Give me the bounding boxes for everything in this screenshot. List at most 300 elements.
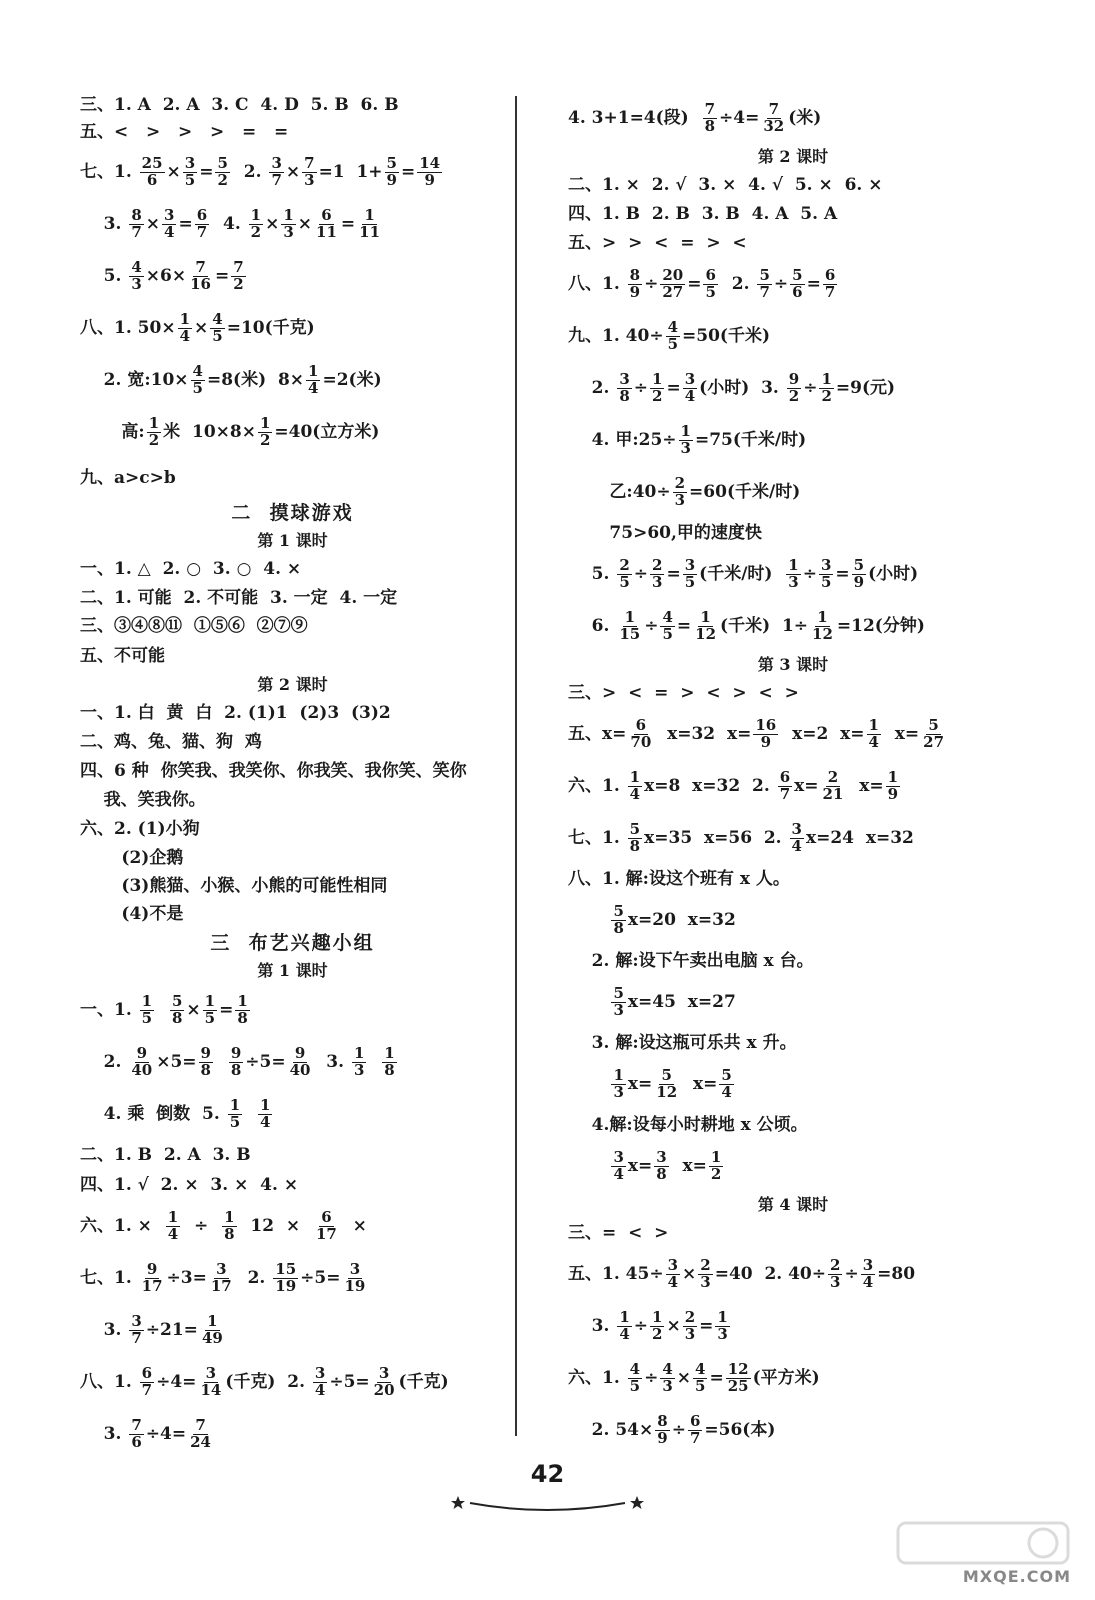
answer-text: ÷ — [644, 615, 659, 636]
denominator: 4 — [684, 386, 696, 405]
answer-text: 七、1. — [568, 827, 626, 848]
answer-text: 3. — [80, 1319, 128, 1340]
fraction — [673, 473, 687, 509]
fraction — [209, 1259, 234, 1295]
answer-text: × — [194, 317, 209, 338]
numerator: 9 — [136, 1043, 147, 1062]
answer-line — [80, 250, 505, 302]
fraction — [382, 1043, 396, 1079]
answer-text: 2. 54× — [568, 1419, 654, 1440]
fraction — [191, 361, 205, 397]
numerator: 8 — [131, 205, 142, 224]
denominator: 8 — [619, 386, 630, 405]
fraction — [617, 555, 631, 591]
fraction — [183, 153, 197, 189]
lesson-heading — [568, 652, 1018, 678]
denominator: 25 — [727, 1376, 749, 1395]
answer-text: 2. — [235, 1267, 272, 1288]
fraction — [819, 369, 833, 405]
fraction — [147, 413, 161, 449]
answer-text: ÷5= — [245, 1051, 286, 1072]
answer-text: ÷ — [633, 1315, 649, 1336]
fraction — [129, 1415, 143, 1451]
answer-text: 五、不可能 — [80, 645, 165, 666]
fraction — [683, 369, 697, 405]
answer-text: × — [285, 161, 301, 182]
answer-text: 2. 宽:10× — [80, 369, 189, 390]
fraction — [650, 1307, 664, 1343]
section-heading — [80, 928, 505, 958]
answer-text: x=35 x=56 2. — [644, 827, 788, 848]
answer-text: 4. — [211, 213, 247, 234]
fraction — [654, 1065, 679, 1101]
answer-text: ÷3= — [166, 1267, 207, 1288]
numerator: 5 — [759, 265, 770, 284]
denominator: 2 — [821, 386, 832, 405]
fraction — [314, 1207, 339, 1243]
answer-line — [568, 258, 1018, 310]
fraction — [352, 1043, 366, 1079]
fraction — [628, 767, 642, 803]
numerator: 16 — [755, 715, 777, 734]
fraction — [655, 1411, 669, 1447]
numerator: 6 — [635, 715, 647, 734]
fraction — [195, 205, 209, 241]
numerator: 1 — [384, 1043, 395, 1062]
fraction — [617, 607, 642, 643]
answer-text: 第 2 课时 — [757, 147, 829, 166]
numerator: 1 — [817, 607, 828, 626]
denominator: 11 — [359, 222, 381, 241]
fraction — [166, 1207, 180, 1243]
numerator: 1 — [259, 413, 271, 432]
answer-line — [80, 1140, 505, 1170]
fraction — [703, 265, 717, 301]
fraction — [249, 205, 263, 241]
answer-line — [568, 678, 1018, 708]
numerator: 1 — [250, 205, 262, 224]
numerator: 3 — [667, 1255, 679, 1274]
answer-text: (千米/时) — [699, 563, 785, 584]
numerator: 7 — [304, 153, 315, 172]
answer-text: 八、1. 50× — [80, 317, 176, 338]
answer-text: 3. — [80, 1423, 128, 1444]
fraction — [129, 1043, 154, 1079]
answer-line — [568, 1300, 1018, 1352]
answer-text: x= — [627, 1073, 653, 1094]
answer-text: ÷5= — [329, 1371, 370, 1392]
fraction — [761, 99, 786, 135]
answer-text: 第 4 课时 — [757, 1195, 829, 1214]
numerator: 3 — [314, 1363, 326, 1382]
fraction — [611, 1147, 625, 1183]
answer-text: (千克) 2. — [225, 1371, 311, 1392]
denominator: 4 — [259, 1112, 271, 1131]
denominator: 4 — [868, 732, 879, 751]
answer-text: 九、1. 40÷ — [568, 325, 664, 346]
answer-text: 九、a>c>b — [80, 467, 176, 488]
answer-text: × — [145, 213, 161, 234]
answer-text: = — [699, 1315, 714, 1336]
denominator: 24 — [190, 1432, 211, 1451]
numerator: 4 — [212, 309, 223, 328]
fraction — [198, 1363, 223, 1399]
denominator: 8 — [704, 116, 716, 135]
answer-text: 二、1. × 2. √ 3. × 4. √ 5. × 6. × — [568, 174, 883, 195]
denominator: 5 — [629, 1376, 641, 1395]
answer-text: 2. — [568, 377, 616, 398]
answer-text: x= — [847, 775, 884, 796]
answer-text: 2. 解:设下午卖出电脑 x 台。 — [568, 950, 814, 971]
denominator: 17 — [315, 1224, 337, 1243]
answer-text: 3. — [314, 1051, 350, 1072]
answer-text: = — [687, 273, 702, 294]
denominator: 7 — [759, 282, 770, 301]
answer-line — [568, 946, 1018, 976]
numerator: 3 — [619, 369, 630, 388]
answer-line — [80, 146, 505, 198]
numerator: 1 — [613, 1065, 624, 1084]
answer-text — [156, 1002, 168, 1019]
answer-text: =1 1+ — [318, 161, 383, 182]
numerator: 5 — [217, 153, 228, 172]
answer-text: 3. — [80, 213, 128, 234]
answer-text: (千克) — [398, 1371, 449, 1392]
numerator: 3 — [378, 1363, 390, 1382]
answer-line — [80, 786, 505, 814]
denominator: 17 — [210, 1276, 232, 1295]
answer-text: 米 10×8× — [163, 421, 256, 442]
numerator: 7 — [233, 257, 244, 276]
fraction — [357, 205, 382, 241]
answer-text: (小时) — [868, 563, 919, 584]
numerator: 4 — [131, 257, 142, 276]
denominator: 5 — [684, 572, 696, 591]
fraction — [199, 1043, 213, 1079]
denominator: 2 — [148, 430, 160, 449]
numerator: 8 — [629, 265, 641, 284]
left-answer-column — [80, 92, 505, 1460]
answer-line — [80, 1304, 505, 1356]
fraction — [660, 607, 674, 643]
numerator: 1 — [204, 991, 216, 1010]
numerator: 6 — [779, 767, 791, 786]
answer-line — [80, 612, 505, 640]
answer-line — [80, 1036, 505, 1088]
fraction — [719, 1065, 733, 1101]
fraction — [679, 421, 693, 457]
fraction — [302, 153, 316, 189]
fraction — [372, 1363, 397, 1399]
fraction — [703, 99, 717, 135]
answer-text: ÷21= — [145, 1319, 198, 1340]
answer-text: = — [835, 563, 850, 584]
answer-text: 八、1. 解:设这个班有 x 人。 — [568, 868, 790, 889]
answer-text: ÷ — [644, 1367, 659, 1388]
fraction — [683, 1307, 697, 1343]
answer-text: =40 2. 40÷ — [714, 1263, 827, 1284]
denominator: 4 — [667, 1272, 679, 1291]
answer-text: x= — [794, 775, 819, 796]
answer-text: =12(分钟) — [836, 615, 925, 636]
fraction — [258, 413, 272, 449]
answer-text: 3. — [568, 1315, 616, 1336]
numerator: 5 — [661, 1065, 672, 1084]
fraction — [726, 1359, 751, 1395]
lesson-heading — [568, 144, 1018, 170]
answer-line — [80, 814, 505, 844]
denominator: 8 — [224, 1224, 235, 1243]
answer-text: 2. — [80, 1051, 128, 1072]
answer-text: x= — [882, 723, 920, 744]
answer-line — [568, 310, 1018, 362]
denominator: 15 — [619, 624, 641, 643]
denominator: 3 — [830, 1272, 841, 1291]
answer-text: x=45 x=27 — [627, 991, 736, 1012]
numerator: 1 — [353, 1043, 365, 1062]
denominator: 8 — [237, 1008, 248, 1027]
denominator: 70 — [630, 732, 652, 751]
fraction — [660, 1359, 674, 1395]
fraction — [188, 1415, 213, 1451]
answer-text: 五、> > < = > < — [568, 232, 747, 253]
answer-text — [568, 994, 609, 1011]
answer-text: ×5= — [156, 1051, 197, 1072]
fraction — [222, 1207, 236, 1243]
fraction — [819, 555, 833, 591]
fraction — [281, 205, 295, 241]
numerator: 9 — [230, 1043, 242, 1062]
numerator: 1 — [207, 1311, 218, 1330]
numerator: 12 — [727, 1359, 749, 1378]
fraction — [790, 265, 804, 301]
answer-text: 三、③④⑧⑪ ①⑤⑥ ②⑦⑨ — [80, 615, 308, 636]
denominator: 5 — [204, 1008, 216, 1027]
fraction — [140, 153, 165, 189]
fraction — [617, 369, 631, 405]
denominator: 4 — [721, 1082, 732, 1101]
denominator: 4 — [164, 222, 175, 241]
answer-text: = — [199, 161, 214, 182]
lesson-heading — [568, 1192, 1018, 1218]
answer-line — [80, 872, 505, 900]
denominator: 20 — [373, 1380, 395, 1399]
denominator: 3 — [304, 170, 315, 189]
answer-text: =9(元) — [835, 377, 896, 398]
numerator: 3 — [656, 1147, 667, 1166]
denominator: 2 — [217, 170, 228, 189]
numerator: 2 — [827, 767, 839, 786]
denominator: 9 — [853, 572, 865, 591]
denominator: 14 — [200, 1380, 222, 1399]
fraction — [129, 205, 143, 241]
denominator: 12 — [656, 1082, 678, 1101]
numerator: 5 — [386, 153, 397, 172]
answer-line — [80, 118, 505, 146]
fraction — [867, 715, 881, 751]
watermark-text: MXQE.COM — [962, 1567, 1071, 1586]
answer-text: 4. 3+1=4(段) — [568, 107, 701, 128]
answer-text: ÷ — [802, 563, 817, 584]
denominator: 3 — [717, 1324, 728, 1343]
answer-text: =40(立方米) — [274, 421, 380, 442]
fraction — [821, 767, 846, 803]
answer-text: 六、1. — [568, 1367, 626, 1388]
denominator: 8 — [613, 918, 624, 937]
answer-text: (小时) 3. — [699, 377, 785, 398]
denominator: 3 — [613, 1082, 624, 1101]
answer-text: ÷ — [844, 1263, 859, 1284]
answer-text: 2. — [231, 161, 268, 182]
denominator: 40 — [131, 1060, 153, 1079]
answer-text: =2(米) — [322, 369, 382, 390]
denominator: 4 — [613, 1164, 624, 1183]
fraction — [757, 265, 771, 301]
fraction — [215, 153, 229, 189]
answer-text: (4)不是 — [80, 903, 184, 924]
denominator: 17 — [141, 1276, 163, 1295]
denominator: 3 — [283, 222, 294, 241]
denominator: 7 — [131, 222, 142, 241]
numerator: 1 — [179, 309, 191, 328]
answer-text: × — [682, 1263, 697, 1284]
denominator: 6 — [792, 282, 803, 301]
fraction — [753, 715, 778, 751]
answer-line — [80, 1088, 505, 1140]
numerator: 2 — [674, 473, 686, 492]
denominator: 8 — [200, 1060, 211, 1079]
numerator: 3 — [862, 1255, 874, 1274]
answer-line — [568, 760, 1018, 812]
column-divider — [515, 96, 517, 1436]
denominator: 2 — [250, 222, 262, 241]
answer-text: x=20 x=32 — [627, 909, 736, 930]
numerator: 6 — [141, 1363, 153, 1382]
denominator: 3 — [788, 572, 799, 591]
denominator: 7 — [131, 1328, 142, 1347]
answer-text: 四、1. B 2. B 3. B 4. A 5. A — [568, 203, 838, 224]
answer-line — [568, 1352, 1018, 1404]
answer-text — [215, 1054, 227, 1071]
numerator: 1 — [629, 767, 641, 786]
denominator: 4 — [862, 1272, 874, 1291]
answer-text: 五、1. 45÷ — [568, 1263, 664, 1284]
answer-text: ÷ — [671, 1419, 686, 1440]
numerator: 5 — [613, 901, 624, 920]
numerator: 6 — [689, 1411, 701, 1430]
answer-text: 七、1. — [80, 161, 138, 182]
answer-text — [368, 1054, 380, 1071]
fraction — [611, 983, 625, 1019]
denominator: 4 — [791, 836, 802, 855]
answer-text: (平方米) — [752, 1367, 820, 1388]
numerator: 1 — [680, 421, 691, 440]
numerator: 9 — [200, 1043, 211, 1062]
denominator: 5 — [619, 572, 630, 591]
denominator: 6 — [131, 1432, 142, 1451]
answer-line — [80, 1200, 505, 1252]
answer-line — [80, 198, 505, 250]
fraction — [650, 555, 664, 591]
fraction — [129, 1311, 143, 1347]
answer-text: 二、1. 可能 2. 不可能 3. 一定 4. 一定 — [80, 587, 398, 608]
denominator: 9 — [629, 282, 641, 301]
numerator: 3 — [164, 205, 175, 224]
answer-text: × — [186, 999, 201, 1020]
answer-text: x=32 x= — [655, 723, 752, 744]
fraction — [683, 555, 697, 591]
answer-text: 六、1. × — [80, 1215, 164, 1236]
answer-line — [568, 228, 1018, 258]
denominator: 8 — [171, 1008, 183, 1027]
numerator: 1 — [821, 369, 832, 388]
numerator: 9 — [146, 1259, 158, 1278]
answer-text: x=8 x=32 2. — [644, 775, 776, 796]
answer-text: ÷ — [182, 1215, 221, 1236]
numerator: 3 — [820, 555, 832, 574]
denominator: 2 — [788, 386, 800, 405]
fraction — [660, 265, 685, 301]
answer-text: 四、1. √ 2. × 3. × 4. × — [80, 1174, 299, 1195]
answer-text: 12 × — [238, 1215, 312, 1236]
numerator: 4 — [662, 1359, 673, 1378]
denominator: 2 — [710, 1164, 722, 1183]
denominator: 5 — [662, 624, 673, 643]
answer-line — [568, 1140, 1018, 1192]
fraction — [611, 1065, 625, 1101]
answer-text: 一、1. △ 2. ○ 3. ○ 4. × — [80, 558, 302, 579]
numerator: 3 — [216, 1259, 227, 1278]
answer-text: =50(千米) — [682, 325, 771, 346]
numerator: 1 — [700, 607, 711, 626]
answer-line — [568, 1028, 1018, 1058]
answer-line — [80, 640, 505, 672]
denominator: 49 — [201, 1328, 223, 1347]
answer-text: 第 1 课时 — [257, 961, 328, 980]
fraction — [228, 1095, 242, 1131]
answer-text: ×6× — [145, 265, 187, 286]
fraction — [235, 991, 249, 1027]
numerator: 7 — [131, 1415, 142, 1434]
denominator: 12 — [812, 624, 833, 643]
answer-line — [80, 354, 505, 406]
denominator: 7 — [196, 222, 208, 241]
numerator: 5 — [853, 555, 865, 574]
answer-text: 4. 甲:25÷ — [568, 429, 677, 450]
denominator: 5 — [229, 1112, 241, 1131]
fraction — [170, 991, 184, 1027]
numerator: 5 — [171, 991, 183, 1010]
answer-text: 二、1. B 2. A 3. B — [80, 1144, 251, 1165]
numerator: 3 — [205, 1363, 217, 1382]
denominator: 6 — [146, 170, 158, 189]
answer-text: 4. 乘 倒数 5. — [80, 1103, 226, 1124]
answer-text: ÷5= — [300, 1267, 341, 1288]
answer-line — [80, 1170, 505, 1200]
answer-line — [568, 92, 1018, 144]
answer-line — [568, 812, 1018, 864]
denominator: 12 — [695, 624, 717, 643]
numerator: 6 — [824, 265, 836, 284]
numerator: 3 — [613, 1147, 624, 1166]
answer-text: 二 摸球游戏 — [231, 501, 354, 524]
answer-text: =56(本) — [704, 1419, 776, 1440]
denominator: 3 — [652, 572, 663, 591]
fraction — [628, 1359, 642, 1395]
denominator: 2 — [259, 430, 271, 449]
fraction — [229, 1043, 243, 1079]
answer-text: =10(千克) — [226, 317, 315, 338]
